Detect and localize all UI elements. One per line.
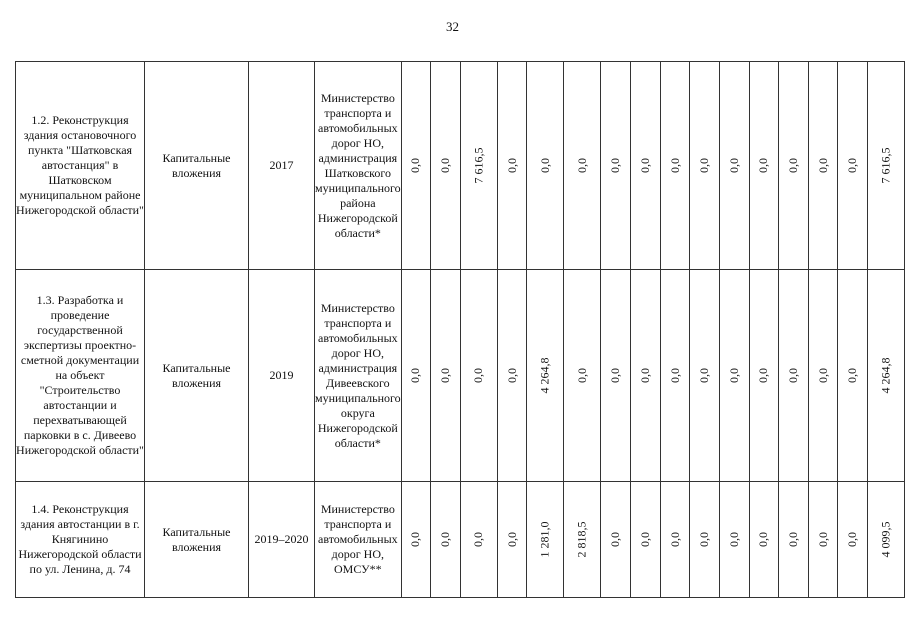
table-row (16, 482, 905, 598)
value-text: 0,0 (785, 368, 800, 383)
value-text: 0,0 (504, 158, 519, 173)
value-cell (808, 270, 838, 482)
year-cell: 2019 (249, 270, 315, 482)
value-text: 0,0 (574, 368, 589, 383)
page-number: 32 (446, 19, 459, 34)
table-row (16, 62, 905, 270)
value-text: 0,0 (408, 532, 423, 547)
value-cell (564, 270, 601, 482)
value-text: 0,0 (537, 158, 552, 173)
value-text: 1 281,0 (537, 521, 552, 558)
value-cell (497, 62, 527, 270)
value-cell (460, 482, 497, 598)
value-text: 0,0 (608, 368, 623, 383)
responsible-cell: Министерство транспорта и автомобильных дорог НО, администрация Шатковского муниципального района Нижегородской области* (315, 62, 402, 270)
value-text: 0,0 (726, 368, 741, 383)
value-cell (527, 62, 564, 270)
expense-type-cell: Капитальные вложения (145, 270, 249, 482)
value-cell (660, 62, 690, 270)
table-row (16, 270, 905, 482)
value-text: 0,0 (667, 158, 682, 173)
value-cell (719, 482, 749, 598)
value-cell (401, 270, 431, 482)
value-cell (460, 270, 497, 482)
value-text: 0,0 (471, 532, 486, 547)
value-text: 0,0 (815, 368, 830, 383)
value-text: 0,0 (408, 158, 423, 173)
value-cell (460, 62, 497, 270)
value-text: 0,0 (815, 158, 830, 173)
value-cell (431, 62, 461, 270)
value-text: 0,0 (637, 158, 652, 173)
value-cell (527, 482, 564, 598)
value-cell (601, 270, 631, 482)
value-text: 4 264,8 (878, 357, 893, 394)
value-text: 0,0 (697, 158, 712, 173)
value-cell (527, 270, 564, 482)
value-cell (719, 62, 749, 270)
value-cell (401, 62, 431, 270)
value-text: 0,0 (756, 158, 771, 173)
value-cell (564, 482, 601, 598)
value-cell (808, 482, 838, 598)
value-text: 0,0 (845, 532, 860, 547)
value-cell (779, 270, 809, 482)
responsible-cell: Министерство транспорта и автомобильных дорог НО, ОМСУ** (315, 482, 402, 598)
expense-type-cell: Капитальные вложения (145, 62, 249, 270)
value-cell (601, 62, 631, 270)
measure-name-cell: 1.2. Реконструкция здания остановочного пункта "Шатковская автостанция" в Шатковском муниципальном районе Нижегородской области" (16, 62, 145, 270)
value-cell (631, 482, 661, 598)
value-cell (690, 270, 720, 482)
value-text: 4 099,5 (878, 521, 893, 558)
value-cell (690, 482, 720, 598)
value-text: 0,0 (667, 368, 682, 383)
value-cell (838, 62, 868, 270)
value-text: 0,0 (845, 158, 860, 173)
value-text: 0,0 (785, 158, 800, 173)
value-text: 0,0 (608, 532, 623, 547)
value-text: 0,0 (697, 532, 712, 547)
value-cell (749, 482, 779, 598)
year-cell: 2019–2020 (249, 482, 315, 598)
value-text: 0,0 (815, 532, 830, 547)
value-cell (838, 270, 868, 482)
value-text: 0,0 (408, 368, 423, 383)
value-text: 0,0 (438, 368, 453, 383)
value-text: 0,0 (504, 368, 519, 383)
value-cell (779, 482, 809, 598)
value-cell (779, 62, 809, 270)
value-cell (401, 482, 431, 598)
value-cell (564, 62, 601, 270)
value-text: 0,0 (438, 158, 453, 173)
value-text: 0,0 (726, 532, 741, 547)
value-text: 0,0 (785, 532, 800, 547)
value-text: 0,0 (667, 532, 682, 547)
value-cell (808, 62, 838, 270)
value-text: 0,0 (471, 368, 486, 383)
value-cell (749, 270, 779, 482)
value-text: 0,0 (726, 158, 741, 173)
budget-table (15, 61, 905, 598)
responsible-cell: Министерство транспорта и автомобильных дорог НО, администрация Дивеевского муниципального округа Нижегородской области* (315, 270, 402, 482)
value-text: 0,0 (504, 532, 519, 547)
expense-type-cell: Капитальные вложения (145, 482, 249, 598)
value-cell (838, 482, 868, 598)
year-cell: 2017 (249, 62, 315, 270)
value-text: 0,0 (756, 368, 771, 383)
value-text: 0,0 (608, 158, 623, 173)
total-value-cell (867, 62, 904, 270)
value-cell (497, 270, 527, 482)
value-text: 4 264,8 (537, 357, 552, 394)
value-text: 7 616,5 (878, 147, 893, 184)
measure-name-cell: 1.3. Разработка и проведение государственной экспертизы проектно-сметной документации на объект "Строительство автостанции и перехватывающей парковки в с. Дивеево Нижегородской области" (16, 270, 145, 482)
value-text: 0,0 (637, 532, 652, 547)
value-text: 0,0 (637, 368, 652, 383)
value-text: 0,0 (438, 532, 453, 547)
value-cell (631, 270, 661, 482)
value-cell (660, 270, 690, 482)
value-cell (601, 482, 631, 598)
value-cell (431, 270, 461, 482)
value-cell (719, 270, 749, 482)
value-cell (749, 62, 779, 270)
value-text: 0,0 (697, 368, 712, 383)
value-text: 0,0 (756, 532, 771, 547)
value-text: 2 818,5 (574, 521, 589, 558)
value-cell (660, 482, 690, 598)
total-value-cell (867, 482, 904, 598)
value-cell (690, 62, 720, 270)
value-cell (431, 482, 461, 598)
value-text: 7 616,5 (471, 147, 486, 184)
value-text: 0,0 (574, 158, 589, 173)
measure-name-cell: 1.4. Реконструкция здания автостанции в г. Княгинино Нижегородской области по ул. Ленина, д. 74 (16, 482, 145, 598)
value-cell (497, 482, 527, 598)
value-text: 0,0 (845, 368, 860, 383)
value-cell (631, 62, 661, 270)
total-value-cell (867, 270, 904, 482)
